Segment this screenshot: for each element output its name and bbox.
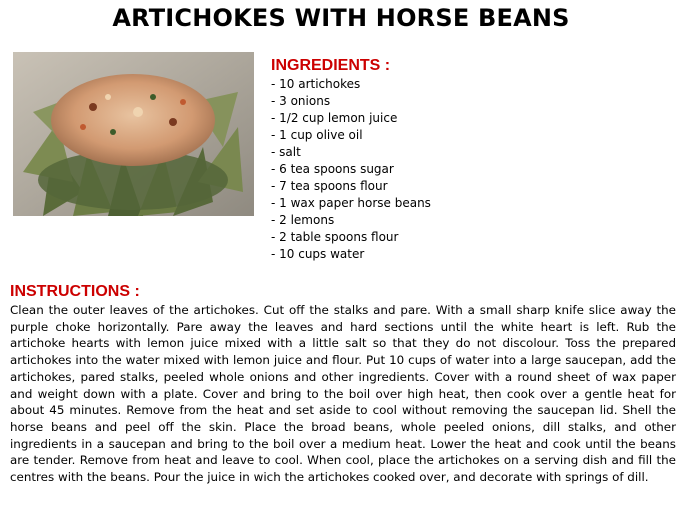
- ingredient-item: - 1 cup olive oil: [271, 128, 363, 142]
- instructions-heading: INSTRUCTIONS :: [10, 283, 140, 300]
- artichoke-photo: [13, 52, 254, 216]
- ingredient-item: - 1 wax paper horse beans: [271, 196, 431, 210]
- ingredient-item: - 1/2 cup lemon juice: [271, 111, 398, 125]
- ingredient-item: - 6 tea spoons sugar: [271, 162, 394, 176]
- ingredient-item: - salt: [271, 145, 301, 159]
- stuffed-artichoke-photo-icon: [13, 52, 254, 216]
- ingredient-item: - 10 cups water: [271, 247, 365, 261]
- ingredient-item: - 7 tea spoons flour: [271, 179, 388, 193]
- ingredient-item: - 2 lemons: [271, 213, 335, 227]
- ingredient-item: - 10 artichokes: [271, 77, 361, 91]
- instructions-text: Clean the outer leaves of the artichokes. Cut off the stalks and pare. With a small sharp knife slice away the purple choke horizontally. Pare away the leaves and hard sections until the white heart is left. Rub the artichoke hearts with lemon juice mixed with a little salt so that they do not discolour. Toss the prepared artichokes into the water mixed with lemon juice and flour. Put 10 cups of water into a large saucepan, add the artichokes, pared stalks, peeled whole onions and other ingredients. Cover with a round sheet of wax paper and weight down with a plate. Cover and bring to the boil over high heat, then cook over a gentle heat for about 45 minutes. Remove from the heat and set aside to cool without removing the saucepan lid. Shell the horse beans and peel off the skin. Place the broad beans, whole peeled onions, dill stalks, and other ingredients in a saucepan and bring to the boil over a medium heat. Lower the heat and cook until the beans are tender. Remove from heat and leave to cool. When cool, place the artichokes on a serving dish and fill the centres with the beans. Pour the juice in wich the artichokes cooked over, and decorate with springs of dill.: [10, 303, 676, 485]
- ingredients-list: [271, 76, 671, 263]
- page-title: ARTICHOKES WITH HORSE BEANS: [112, 4, 570, 32]
- instructions-section: [10, 282, 676, 486]
- ingredients-heading: INGREDIENTS :: [271, 57, 391, 74]
- ingredients-section: [271, 56, 671, 263]
- ingredient-item: - 3 onions: [271, 94, 331, 108]
- ingredient-item: - 2 table spoons flour: [271, 230, 399, 244]
